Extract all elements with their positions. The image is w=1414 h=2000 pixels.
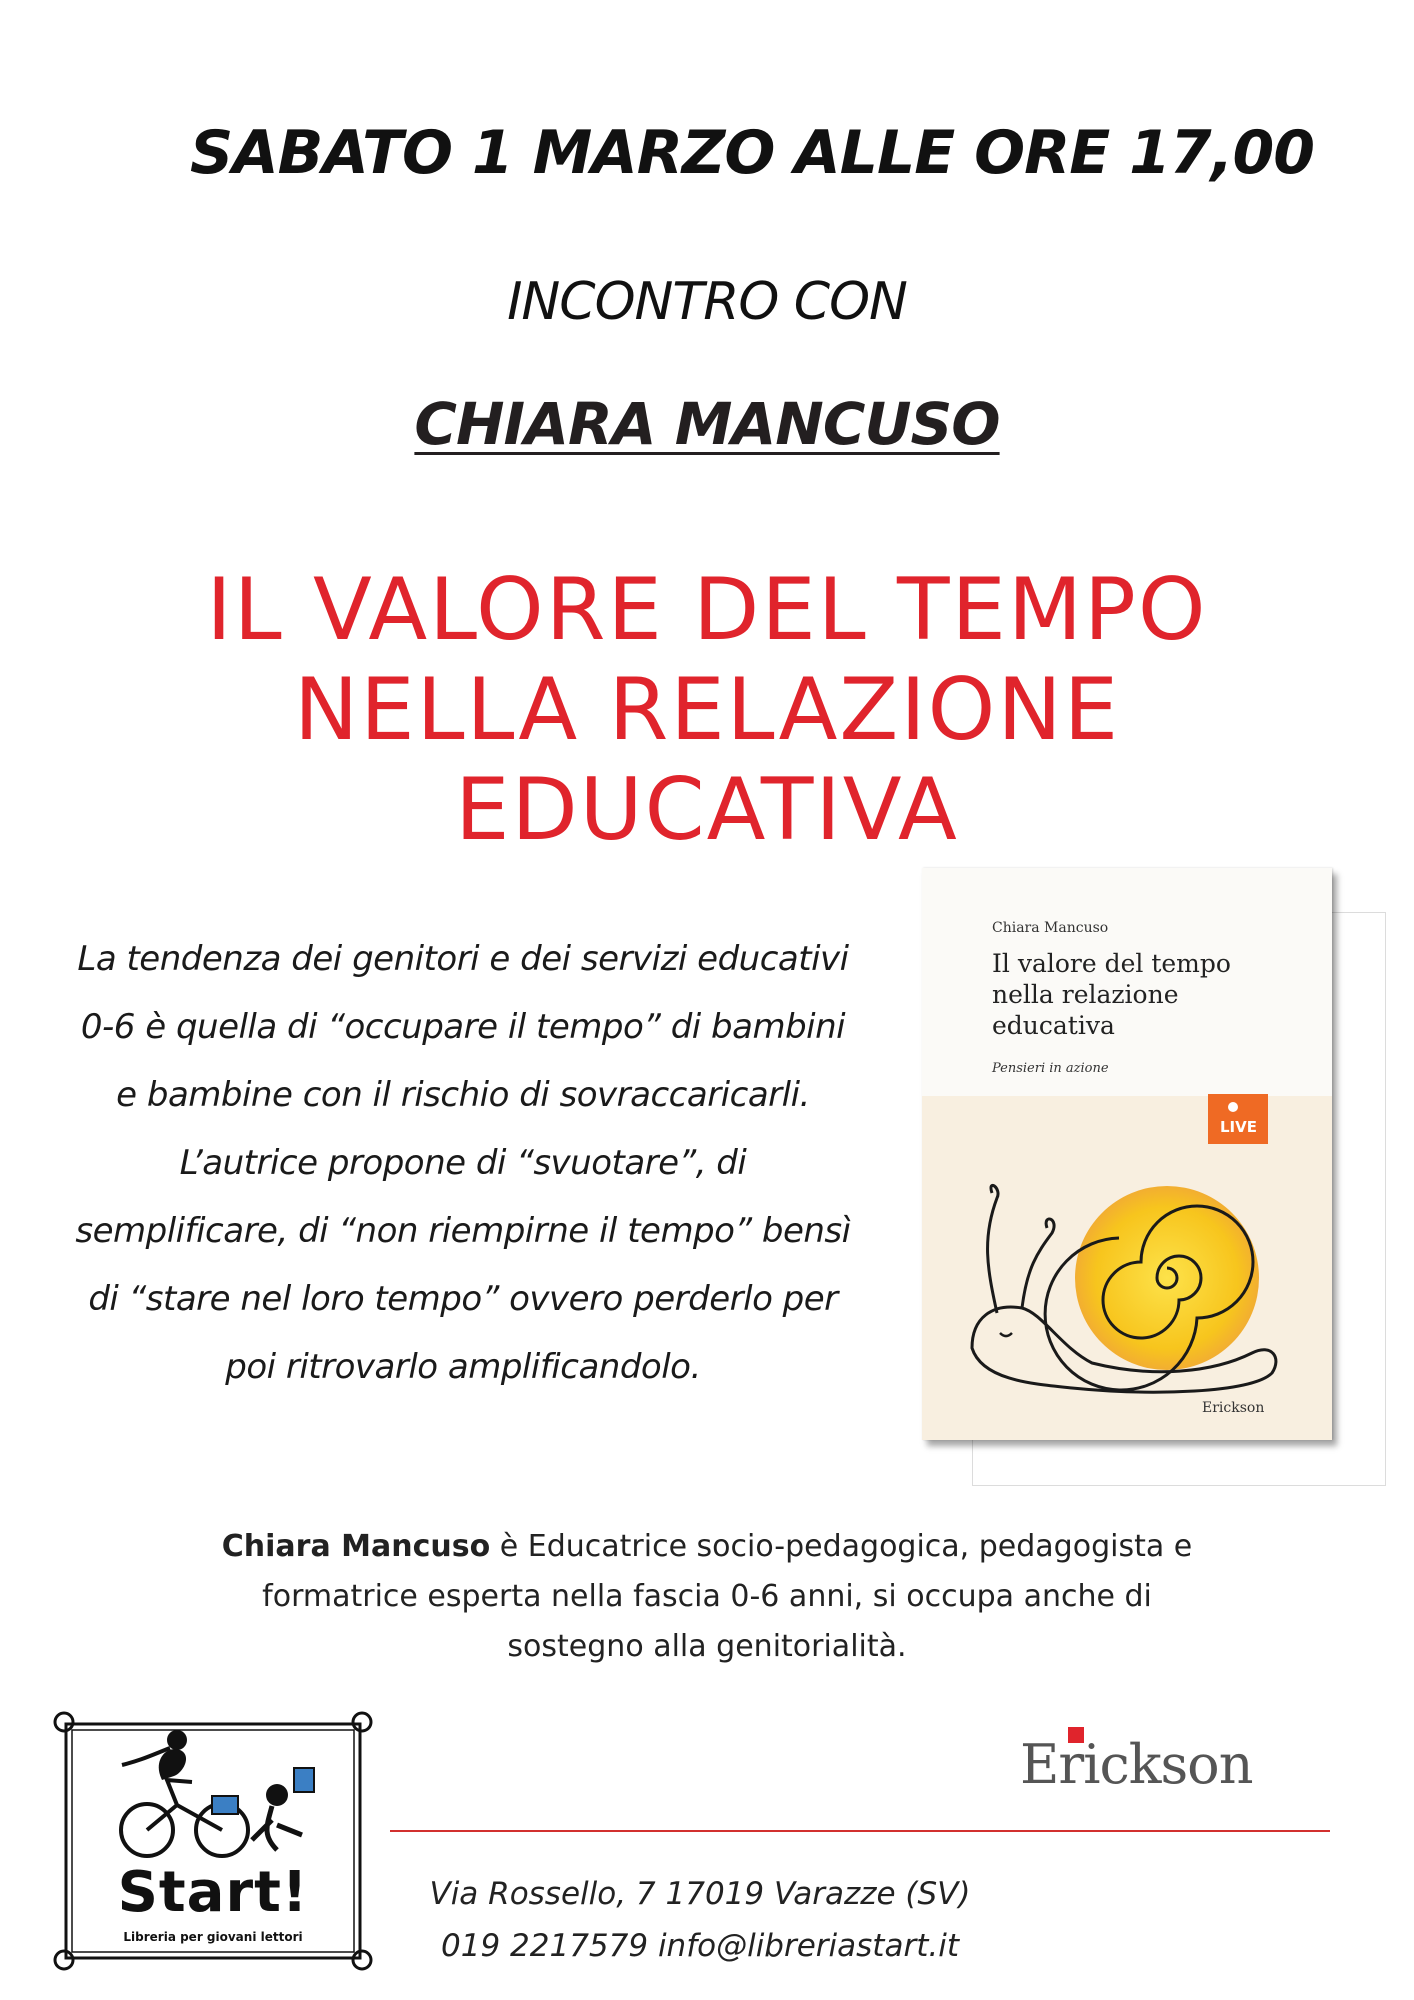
bio-line: sostegno alla genitorialità.: [507, 1629, 907, 1664]
description-line: poi ritrovarlo amplificandolo.: [225, 1347, 701, 1387]
title-line: IL VALORE DEL TEMPO: [206, 560, 1208, 660]
cover-title: [992, 948, 1312, 1041]
bio-name: Chiara Mancuso: [221, 1529, 491, 1564]
erickson-logo: [1020, 1725, 1260, 1795]
live-badge-label: LIVE: [1220, 1118, 1257, 1136]
book-description: [38, 925, 888, 1401]
description-line: e bambine con il rischio di sovraccaricarli.: [116, 1075, 810, 1115]
footer-divider: [390, 1830, 1330, 1832]
author-name: CHIARA MANCUSO: [414, 390, 1000, 458]
snail-illustration: [952, 1118, 1312, 1418]
start-logo-name: Start!: [117, 1860, 309, 1925]
bio-text: è Educatrice socio-pedagogica, pedagogista e: [490, 1529, 1193, 1564]
live-dot-icon: [1228, 1102, 1238, 1112]
cover-title-line: nella relazione: [992, 980, 1179, 1009]
phone-email-line: 019 2217579 info@libreriastart.it: [441, 1928, 959, 1964]
description-line: L’autrice propone di “svuotare”, di: [179, 1143, 747, 1183]
author-bio: [0, 1522, 1414, 1672]
start-bookstore-logo: [52, 1710, 374, 1972]
bio-line: formatrice esperta nella fascia 0-6 anni, si occupa anche di: [262, 1579, 1152, 1614]
description-line: 0-6 è quella di “occupare il tempo” di bambini: [80, 1007, 846, 1047]
title-line: EDUCATIVA: [455, 760, 959, 860]
event-intro: INCONTRO CON: [507, 272, 907, 332]
title-line: NELLA RELAZIONE: [293, 660, 1121, 760]
description-line: di “stare nel loro tempo” ovvero perderlo per: [88, 1279, 838, 1319]
bio-line: [0, 1522, 1414, 1572]
description-line: semplificare, di “non riempirne il tempo” bensì: [75, 1211, 851, 1251]
contact-info: [420, 1868, 980, 1972]
erickson-logo-text: Erickson: [1020, 1733, 1253, 1796]
cover-title-line: Il valore del tempo: [992, 949, 1231, 978]
event-date-time: SABATO 1 MARZO ALLE ORE 17,00: [190, 118, 1314, 188]
event-title: [0, 560, 1414, 860]
cover-publisher: Erickson: [1202, 1400, 1265, 1416]
description-line: La tendenza dei genitori e dei servizi educativi: [77, 939, 849, 979]
cover-series: Pensieri in azione: [992, 1061, 1109, 1076]
start-logo-tagline: Libreria per giovani lettori: [123, 1930, 303, 1944]
address-line: Via Rossello, 7 17019 Varazze (SV): [429, 1876, 971, 1912]
cover-title-line: educativa: [992, 1011, 1115, 1040]
book-cover-image: [922, 868, 1332, 1440]
cover-author: Chiara Mancuso: [992, 920, 1109, 936]
